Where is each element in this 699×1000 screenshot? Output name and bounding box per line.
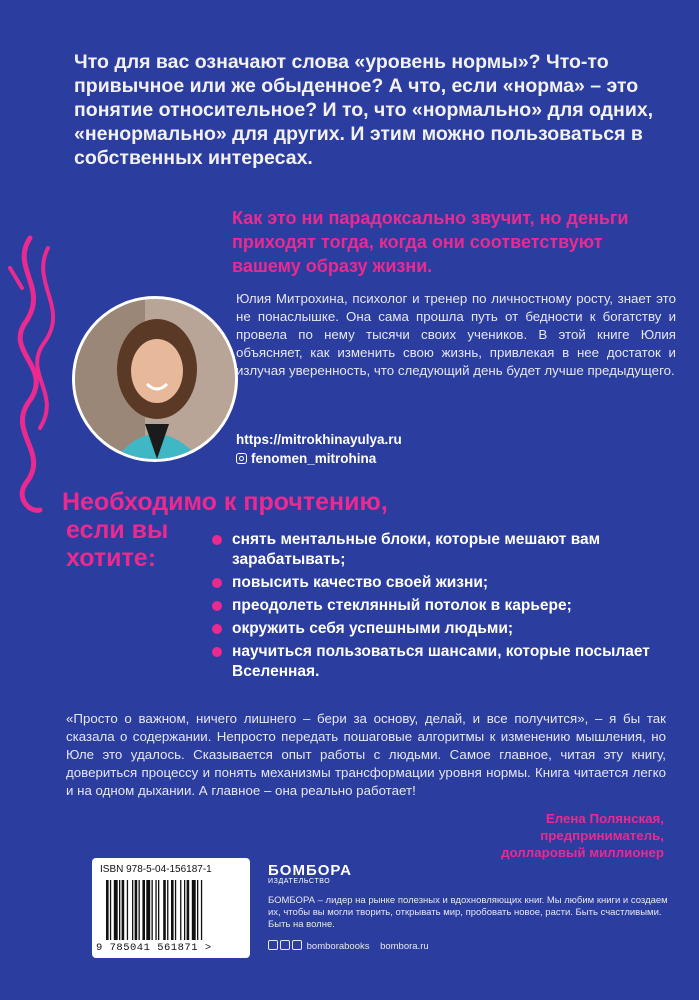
publisher-description: БОМБОРА – лидер на рынке полезных и вдохновляющих книг. Мы любим книги и создаем их, чтобы вы могли творить, открывать мир, пробовать новое, расти. Быть счастливыми. Быть на волне. <box>268 895 668 930</box>
headline-line3: хотите: <box>66 544 157 572</box>
pink-squiggle-decoration <box>0 228 80 518</box>
benefits-list <box>212 530 672 685</box>
bullet-dot-icon <box>212 578 222 588</box>
author-instagram[interactable] <box>236 449 402 468</box>
list-item: преодолеть стеклянный потолок в карьере; <box>212 596 672 616</box>
bullet-dot-icon <box>212 624 222 634</box>
publisher-block <box>268 862 668 952</box>
review-author-role2: долларовый миллионер <box>501 845 664 860</box>
author-bio-text: , психолог и тренер по личностному росту, знает это не понаслышке. Она сама прошла путь от бедности к богатству и провела по нему тысячи своих учеников. В этой книге Юлия объясняет, как изменить свою жизнь, привлекая в нее достаток и излучая уверенность, что следующий день будет лучше предыдущего. <box>236 291 677 378</box>
bullet-dot-icon <box>212 601 222 611</box>
list-item: окружить себя успешными людьми; <box>212 619 672 639</box>
publisher-logo: БОМБОРА <box>268 862 352 879</box>
headline-line2: если вы <box>66 516 169 544</box>
publisher-social-handle[interactable]: bomborabooks <box>306 941 370 952</box>
list-item: научиться пользоваться шансами, которые посылает Вселенная. <box>212 642 672 682</box>
social-network-icon <box>292 940 302 950</box>
social-network-icon <box>280 940 290 950</box>
review-signature <box>400 810 664 861</box>
instagram-icon <box>236 453 247 464</box>
bullet-dot-icon <box>212 535 222 545</box>
review-author-name: Елена Полянская, <box>545 811 664 826</box>
barcode-icon <box>106 880 240 940</box>
author-bio <box>236 290 676 380</box>
publisher-site[interactable]: bombora.ru <box>380 941 429 952</box>
review-author-role1: предприниматель, <box>540 828 664 843</box>
author-website[interactable]: https://mitrokhinayulya.ru <box>236 432 402 447</box>
intro-paragraph: Что для вас означают слова «уровень нормы»? Что-то привычное или же обыденное? А что, если «норма» – это понятие относительное? И то, что «нормально» для одних, «ненормально» для других. И этим можно пользоваться в собственных интересах. <box>74 51 654 169</box>
publisher-social <box>268 939 668 952</box>
isbn-label: ISBN 978-5-04-156187-1 <box>100 864 212 875</box>
instagram-handle: fenomen_mitrohina <box>251 451 377 466</box>
pink-quote: Как это ни парадоксально звучит, но деньги приходят тогда, когда они соответствуют вашему образу жизни. <box>232 208 629 276</box>
barcode-digits: 9 785041 561871 > <box>96 942 212 954</box>
bullet-dot-icon <box>212 647 222 657</box>
social-network-icon <box>268 940 278 950</box>
headline-line1: Необходимо к прочтению, <box>62 488 388 516</box>
list-item: снять ментальные блоки, которые мешают вам зарабатывать; <box>212 530 672 570</box>
author-name: Юлия Митрохина <box>236 291 344 306</box>
author-links <box>236 430 402 468</box>
review-text: «Просто о важном, ничего лишнего – бери за основу, делай, и все получится», – я бы так сказала о содержании. Непросто передать пошаговые алгоритмы к изменению мышления, но Юле это удалось. Сказывается опыт работы с людьми. Самое главное, читая эту книгу, довериться процессу и понять механизмы трансформации уровня нормы. Книга читается легко и на одном дыхании. А главное – она реально работает! <box>66 711 666 798</box>
list-item: повысить качество своей жизни; <box>212 573 672 593</box>
author-photo <box>72 296 238 462</box>
publisher-logo-subtitle: ИЗДАТЕЛЬСТВО <box>268 878 331 885</box>
barcode-box <box>92 858 250 958</box>
